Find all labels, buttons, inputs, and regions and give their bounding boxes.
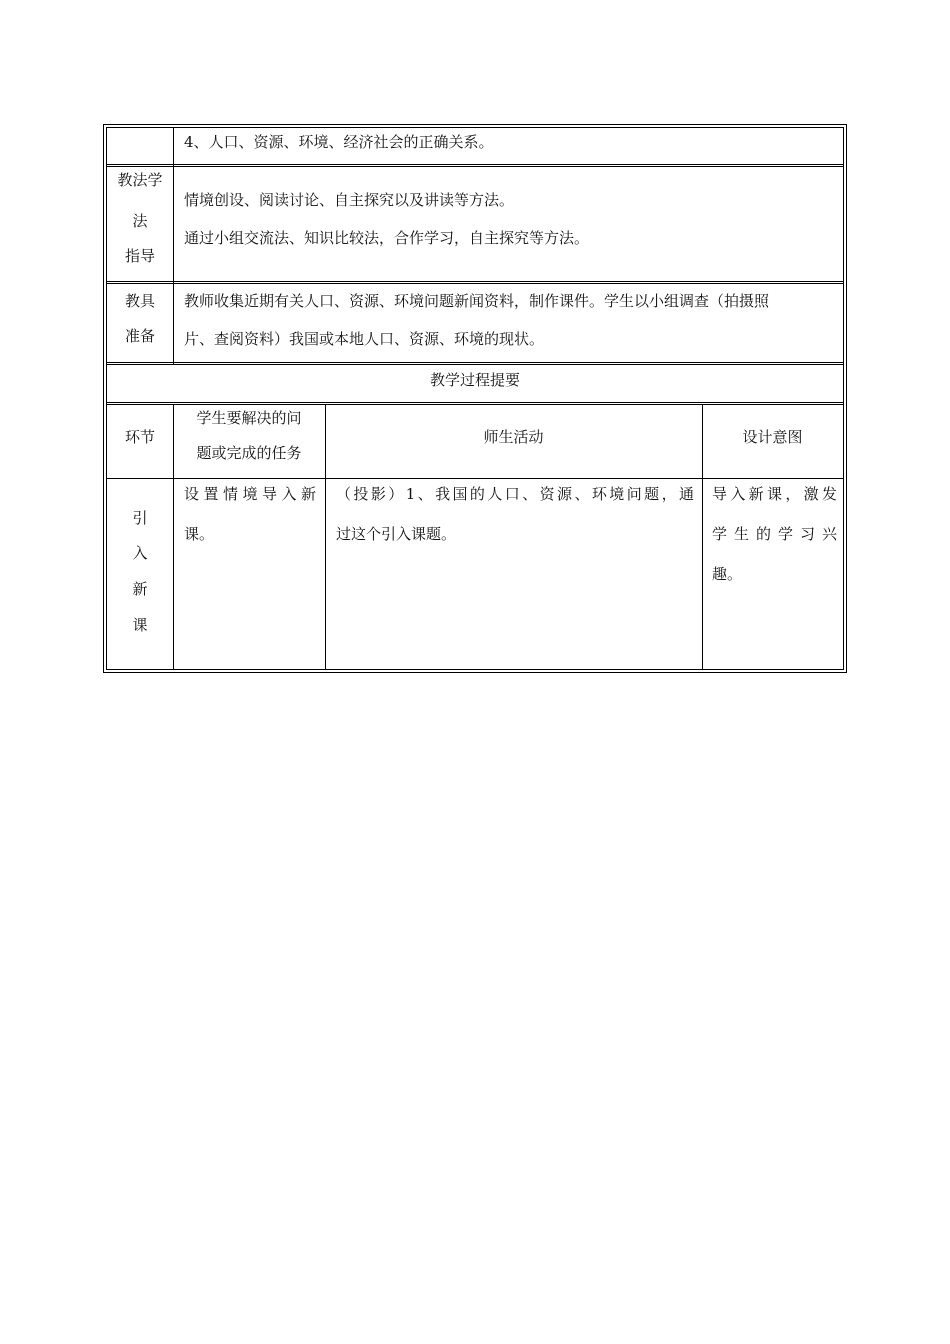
header-task-line2: 题或完成的任务 bbox=[196, 444, 302, 462]
intro-stage-char: 课 bbox=[132, 616, 148, 634]
table-inner-border bbox=[106, 127, 844, 670]
intro-intent-line3: 趣。 bbox=[712, 565, 743, 583]
intro-activity-line1: （投影）1、我国的人口、资源、环境问题，通 bbox=[336, 485, 694, 503]
row-divider bbox=[107, 402, 843, 403]
row-divider bbox=[107, 283, 843, 284]
intro-task-line2: 课。 bbox=[184, 525, 215, 543]
intro-intent-line2: 学生的学习兴 bbox=[712, 525, 837, 543]
row-divider bbox=[107, 164, 843, 165]
header-activity: 师生活动 bbox=[483, 428, 544, 446]
intro-activity-line2: 过这个引入课题。 bbox=[336, 525, 457, 543]
intro-stage-char: 引 bbox=[132, 509, 148, 527]
intro-stage-char: 新 bbox=[132, 580, 148, 598]
method-label-line1: 教法学 bbox=[117, 171, 163, 189]
row-divider bbox=[107, 404, 843, 405]
row-divider bbox=[107, 478, 843, 479]
row-divider bbox=[107, 362, 843, 363]
row-divider bbox=[107, 364, 843, 365]
header-intent: 设计意图 bbox=[742, 428, 803, 446]
header-stage: 环节 bbox=[124, 428, 155, 446]
tools-label-line1: 教具 bbox=[124, 292, 155, 310]
row-divider bbox=[107, 166, 843, 167]
column-divider bbox=[173, 128, 174, 364]
intro-stage-char: 入 bbox=[132, 544, 148, 562]
method-line1: 情境创设、阅读讨论、自主探究以及讲读等方法。 bbox=[184, 191, 515, 209]
row1-content: 4、人口、资源、环境、经济社会的正确关系。 bbox=[184, 133, 494, 151]
intro-task-line1: 设置情境导入新 bbox=[184, 485, 316, 503]
method-line2: 通过小组交流法、知识比较法，合作学习，自主探究等方法。 bbox=[184, 229, 590, 247]
method-label-line2: 法 bbox=[132, 212, 148, 230]
header-task-line1: 学生要解决的问 bbox=[196, 409, 302, 427]
intro-intent-line1: 导入新课，激发 bbox=[712, 485, 837, 503]
tools-line2: 片、查阅资料）我国或本地人口、资源、环境的现状。 bbox=[184, 330, 545, 348]
row-divider bbox=[107, 281, 843, 282]
lesson-plan-table bbox=[103, 124, 847, 673]
tools-line1: 教师收集近期有关人口、资源、环境问题新闻资料，制作课件。学生以小组调查（拍摄照 bbox=[184, 292, 770, 310]
method-label-line3: 指导 bbox=[124, 247, 155, 265]
process-title: 教学过程提要 bbox=[429, 371, 520, 389]
tools-label-line2: 准备 bbox=[124, 327, 155, 345]
